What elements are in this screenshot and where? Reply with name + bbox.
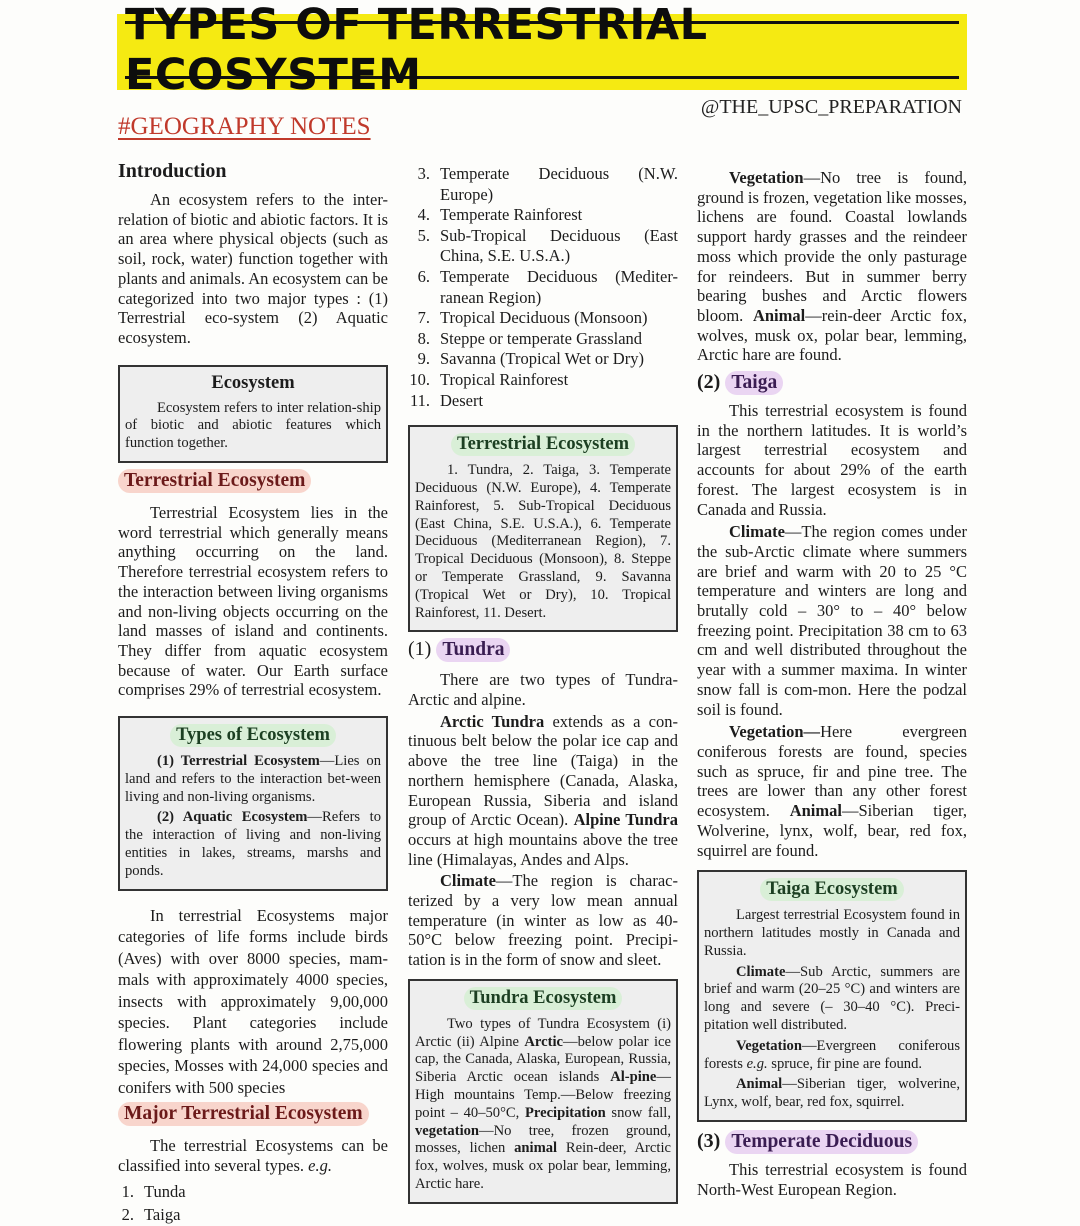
list-item: [408, 329, 678, 350]
tundra-box-seg: Rein-deer, Arctic fox, wolves, musk ox polar bear, lemming, Arctic hare.: [415, 1140, 671, 1193]
categories-paragraph: In terrestrial Ecosystems major categories of life forms include birds (Aves) with over 8000 species, mam-mals with approximately 4000 species, insects with approximately 9,00,000 species. Plant categories include flowering plants with around 2,75,000 species, Mosses with 24,000 species and conifers with 500 species: [118, 905, 388, 1097]
tundra-veg-label: Vegetation: [729, 168, 804, 187]
tundra-veg-text: —No tree is found, ground is frozen, vegetation like mosses, lichens are found. Coastal lowlands support hardy grasses and the reindeer moss which provide the only pasturage for reindeers. But in summer berry bearing bushes and Arctic flowers bloom.: [697, 168, 967, 325]
taiga-box-title-wrap: [704, 878, 960, 901]
types-box: [118, 716, 388, 891]
terrestrial-box-text: 1. Tundra, 2. Taiga, 3. Temperate Deciduous (N.W. Europe), 4. Temperate Rainforest, 5. Sub-Tropical Deciduous (East China, S.E. U.S.A.), 6. Temperate Deciduous (Mediterranean Region), 7. Tropical Deciduous (Monsoon), 8. Steppe or Temperate Grassland, 9. Savanna (Tropical Wet or Dry), 10. Tropical Rainforest, 11. Desert.: [415, 462, 671, 621]
list-item-text: Temperate Deciduous (N.W. Europe): [440, 164, 678, 204]
tundra-box: [408, 979, 678, 1204]
tundra-box-text: [415, 1016, 671, 1194]
types-list: [408, 164, 678, 411]
intro-paragraph: An ecosystem refers to the inter-relation of biotic and abiotic factors. It is an area where physical objects (such as soil, rock, water) function together with plants and animals. An ecosystem can be categorized into two major types : (1) Terrestrial eco-system (2) Aquatic ecosystem.: [118, 190, 388, 347]
tundra-intro: There are two types of Tundra-Arctic and alpine.: [408, 670, 678, 709]
tundra-box-title-wrap: [415, 987, 671, 1010]
major-paragraph: [118, 1136, 388, 1175]
terrestrial-box-title: Terrestrial Ecosystem: [451, 433, 635, 456]
ecosystem-box-title: Ecosystem: [211, 372, 295, 393]
taiga-box-veg-post: spruce, fir pine are found.: [767, 1055, 923, 1072]
taiga-box-veg-text: —Evergreen coniferous forests: [704, 1037, 960, 1072]
list-item-text: Temperate Deciduous (Mediter-ranean Region): [440, 266, 678, 307]
list-item-text: Tropical Rainforest: [440, 369, 569, 389]
column-2: [408, 164, 678, 1204]
arctic-text: extends as a con-tinuous belt below the polar ice cap and above the tree line (Taiga) in the northern hemisphere (Canada, Alaska, European Russia, Siberia and island group of Arctic Ocean).: [408, 711, 678, 830]
types-box-label-2: (2) Aquatic Ecosystem: [157, 809, 308, 826]
types-box-text-1: —Lies on land and refers to the interaction bet-ween living and non-living organisms.: [125, 753, 381, 805]
list-item: [408, 205, 678, 226]
tundra-heading: Tundra: [436, 638, 510, 662]
author-handle: @THE_UPSC_PREPARATION: [700, 96, 962, 118]
list-item-text: Savanna (Tropical Wet or Dry): [440, 349, 644, 369]
list-item-text: Steppe or temperate Grassland: [440, 328, 643, 348]
taiga-box-climate-label: Climate: [736, 963, 786, 980]
title-banner: [117, 0, 967, 100]
subject-tag: #GEOGRAPHY NOTES: [118, 113, 371, 140]
list-item-number: 7.: [417, 308, 430, 328]
temperate-paragraph: This terrestrial ecosystem is found North-West European Region.: [697, 1159, 967, 1199]
tundra-box-seg: —below polar ice cap, the Canada, Alaska, European, Russia, Siberia Arctic ocean islands: [415, 1033, 671, 1086]
tundra-climate-label: Climate: [440, 871, 496, 891]
taiga-box-intro: Largest terrestrial Ecosystem found in northern latitudes mostly in Canada and Russia.: [704, 907, 960, 959]
list-item-number: 4.: [417, 205, 430, 225]
list-item: [112, 1182, 388, 1203]
list-item-text: Temperate Rainforest: [440, 205, 583, 225]
types-box-item-2: [125, 809, 381, 880]
types-box-text-2: —Refers to the interaction of living and non-living entities in lakes, streams, marshs and ponds.: [125, 809, 381, 879]
taiga-climate-text: —The region comes under the sub-Arctic climate where summers are brief and warm with 20 to 25 °C temperature and winters are long and brutally cold – 30° to – 40° below freezing point. Precipitation 38 cm to 63 cm and well distributed throughout the year with a summer maxima. In winter snow fall is com-mon. Here the podzal soil is found.: [697, 522, 967, 719]
list-item: [408, 164, 678, 205]
major-eg: e.g.: [308, 1155, 332, 1175]
types-box-item-1: [125, 753, 381, 806]
taiga-heading: Taiga: [725, 371, 783, 395]
taiga-heading-wrap: [697, 371, 967, 399]
major-heading-wrap: [118, 1102, 388, 1130]
alpine-label: Alpine Tundra: [573, 810, 679, 830]
list-item: [408, 267, 678, 308]
list-item-number: 2.: [121, 1205, 134, 1225]
tundra-climate-paragraph: [408, 871, 678, 970]
column-3: [697, 168, 967, 1199]
taiga-box-veg-eg: e.g.: [746, 1055, 768, 1072]
tundra-heading-wrap: [408, 638, 678, 666]
ecosystem-box-text: Ecosystem refers to inter relation-ship of biotic and abiotic features which function together.: [125, 399, 381, 452]
taiga-box-climate-text: —Sub Arctic, summers are brief and warm (20–25 °C) and winters are long and severe (– 30–40 °C). Preci-pitation well distributed.: [704, 963, 960, 1033]
tundra-animal-text: —rein-deer Arctic fox, wolves, musk ox, polar bear, lemming, Arctic hare are found.: [697, 305, 967, 365]
taiga-animal-label: Animal: [789, 801, 842, 821]
column-1: [118, 160, 388, 1226]
list-item: [408, 370, 678, 391]
tundra-climate-text: —The region is charac-terized by a very low mean annual temperature (in winter as low as 40-50°C below freezing point. Precipi-tation is in the form of snow and sleet.: [408, 871, 678, 970]
list-item-number: 1.: [121, 1181, 134, 1201]
list-item: [408, 349, 678, 370]
terrestrial-heading-wrap: [118, 469, 388, 497]
taiga-box-animal-label: Animal: [736, 1076, 783, 1093]
list-item: [408, 391, 678, 412]
taiga-box-animal-text: —Siberian tiger, wolverine, Lynx, wolf, bear, red fox, squirrel.: [704, 1076, 960, 1111]
types-box-title-wrap: [125, 724, 381, 747]
list-item-text: Tropical Deciduous (Monsoon): [440, 308, 648, 328]
taiga-box-veg-label: Vegetation: [736, 1037, 802, 1054]
tundra-box-seg: Two types of Tundra Ecosystem (i) Arctic (ii) Alpine: [415, 1015, 671, 1050]
ecosystem-box: [118, 365, 388, 463]
list-item-number: 6.: [417, 266, 430, 286]
major-heading: Major Terrestrial Ecosystem: [118, 1102, 369, 1126]
tundra-box-bold: Arctic: [524, 1033, 563, 1050]
taiga-climate-label: Climate: [729, 522, 785, 542]
list-item-text: Desert: [440, 390, 484, 410]
terrestrial-box-title-wrap: [415, 433, 671, 456]
terrestrial-box: [408, 425, 678, 632]
tundra-box-seg: —No tree, frozen ground, mosses, lichen: [415, 1122, 671, 1157]
list-item-number: 9.: [417, 349, 430, 369]
terrestrial-paragraph: Terrestrial Ecosystem lies in the word terrestrial which generally means anything occurring on the land. Therefore terrestrial ecosystem refers to the interaction between living organisms and non-living objects occurring on the land masses of island and continents. They differ from aquatic ecosystem because of water. Our Earth surface comprises 29% of terrestrial ecosystem.: [118, 503, 388, 700]
tundra-vegetation-paragraph: [697, 168, 967, 365]
tundra-box-seg: snow fall,: [605, 1104, 671, 1121]
page-title: TYPES OF TERRESTRIAL ECOSYSTEM: [125, 0, 708, 100]
tundra-number: (1): [408, 638, 432, 661]
taiga-intro: This terrestrial ecosystem is found in the northern latitudes. It is world’s largest terrestrial ecosystem and accounts for about 29% of the earth forest. The largest ecosystem is in Canada and Russia.: [697, 401, 967, 519]
tundra-box-seg: —High mountains Temp.—Below freezing point – 40–50°C,: [415, 1069, 671, 1121]
list-item-number: 3.: [417, 164, 430, 183]
list-item: [408, 308, 678, 329]
terrestrial-heading: Terrestrial Ecosystem: [118, 469, 311, 493]
taiga-veg-label: Vegetation—: [729, 722, 821, 742]
taiga-number: (2): [697, 371, 721, 394]
list-item-number: 8.: [417, 328, 430, 348]
list-item-number: 5.: [417, 225, 430, 245]
temperate-heading: Temperate Deciduous: [725, 1130, 918, 1154]
intro-heading: Introduction: [118, 160, 227, 182]
taiga-vegetation-paragraph: [697, 722, 967, 860]
tundra-box-title: Tundra Ecosystem: [464, 987, 623, 1010]
taiga-box: [697, 870, 967, 1122]
taiga-climate-paragraph: [697, 522, 967, 719]
taiga-box-title: Taiga Ecosystem: [760, 878, 903, 901]
types-box-title: Types of Ecosystem: [170, 724, 336, 747]
alpine-text: occurs at high mountains above the tree line (Himalayas, Andes and Alps.: [408, 829, 678, 869]
list-item: [112, 1205, 388, 1226]
major-text: The terrestrial Ecosystems can be classified into several types.: [118, 1136, 388, 1175]
title-frame: [125, 0, 959, 100]
list-item-number: 10.: [409, 369, 430, 389]
tundra-animal-label: Animal: [752, 305, 806, 325]
taiga-box-climate: [704, 964, 960, 1035]
arctic-paragraph: [408, 712, 678, 870]
list-item-text: Tunda: [144, 1181, 186, 1201]
taiga-animal-text: —Siberian tiger, Wolverine, lynx, wolf, bear, red fox, squirrel are found.: [697, 801, 967, 860]
taiga-box-animal: [704, 1076, 960, 1112]
arctic-label: Arctic Tundra: [440, 711, 545, 731]
temperate-number: (3): [697, 1129, 721, 1152]
tundra-box-bold: vegetation: [415, 1122, 480, 1139]
temperate-heading-wrap: [697, 1130, 967, 1158]
major-list: [112, 1182, 388, 1226]
list-item-text: Taiga: [144, 1205, 181, 1225]
taiga-veg-text: Here evergreen coniferous forests are found, species such as spruce, fir and pine tree. The trees are lower than any other forest ecosystem.: [697, 722, 967, 821]
types-box-label-1: (1) Terrestrial Ecosystem: [157, 753, 320, 770]
taiga-box-vegetation: [704, 1038, 960, 1074]
tundra-box-bold: Precipitation: [524, 1104, 606, 1121]
tundra-box-bold: animal: [514, 1140, 558, 1157]
list-item-text: Sub-Tropical Deciduous (East China, S.E. U.S.A.): [440, 225, 678, 266]
tundra-box-bold: Al-pine: [610, 1069, 657, 1086]
list-item-number: 11.: [409, 390, 430, 410]
list-item: [408, 226, 678, 267]
